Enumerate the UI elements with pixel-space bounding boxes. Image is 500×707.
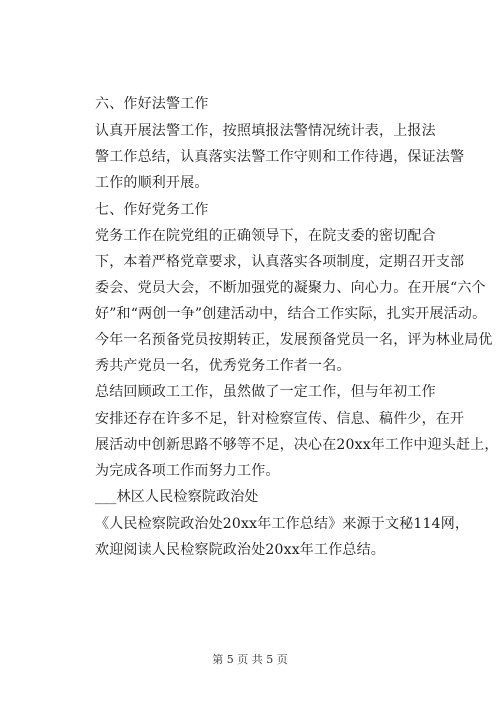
- section-heading-7: 七、作好党务工作: [95, 202, 209, 218]
- paragraph-line: 今年一名预备党员按期转正，发展预备党员一名，评为林业局优: [95, 332, 493, 348]
- paragraph-line: 秀共产党员一名，优秀党务工作者一名。: [95, 358, 351, 374]
- paragraph-line: 认真开展法警工作，按照填报法警情况统计表，上报法: [95, 123, 436, 139]
- paragraph-line: 下，本着严格党章要求，认真落实各项制度，定期召开支部: [95, 254, 465, 270]
- paragraph-line: 警工作总结，认真落实法警工作守则和工作待遇，保证法警: [95, 149, 465, 165]
- source-note-line: 欢迎阅读人民检察院政治处20xx年工作总结。: [95, 542, 386, 558]
- paragraph-line: 党务工作在院党组的正确领导下，在院支委的密切配合: [95, 228, 436, 244]
- paragraph-line: 工作的顺利开展。: [95, 175, 209, 191]
- page-footer: 第 5 页 共 5 页: [212, 653, 288, 666]
- signature-line: ___林区人民检察院政治处: [95, 489, 259, 505]
- paragraph-line: 展活动中创新思路不够等不足，决心在20xx年工作中迎头赶上，: [95, 437, 499, 453]
- paragraph-line: 委会、党员大会，不断加强党的凝聚力、向心力。在开展“六个: [95, 280, 486, 296]
- paragraph-line: 好”和“两创一争”创建活动中，结合工作实际，扎实开展活动。: [95, 306, 487, 322]
- source-note-line: 《人民检察院政治处20xx年工作总结》来源于文秘114网，: [95, 516, 470, 532]
- paragraph-line: 为完成各项工作而努力工作。: [95, 463, 280, 479]
- paragraph-line: 总结回顾政工工作，虽然做了一定工作，但与年初工作: [95, 384, 436, 400]
- paragraph-line: 安排还存在许多不足，针对检察宣传、信息、稿件少，在开: [95, 411, 465, 427]
- section-heading-6: 六、作好法警工作: [95, 96, 209, 112]
